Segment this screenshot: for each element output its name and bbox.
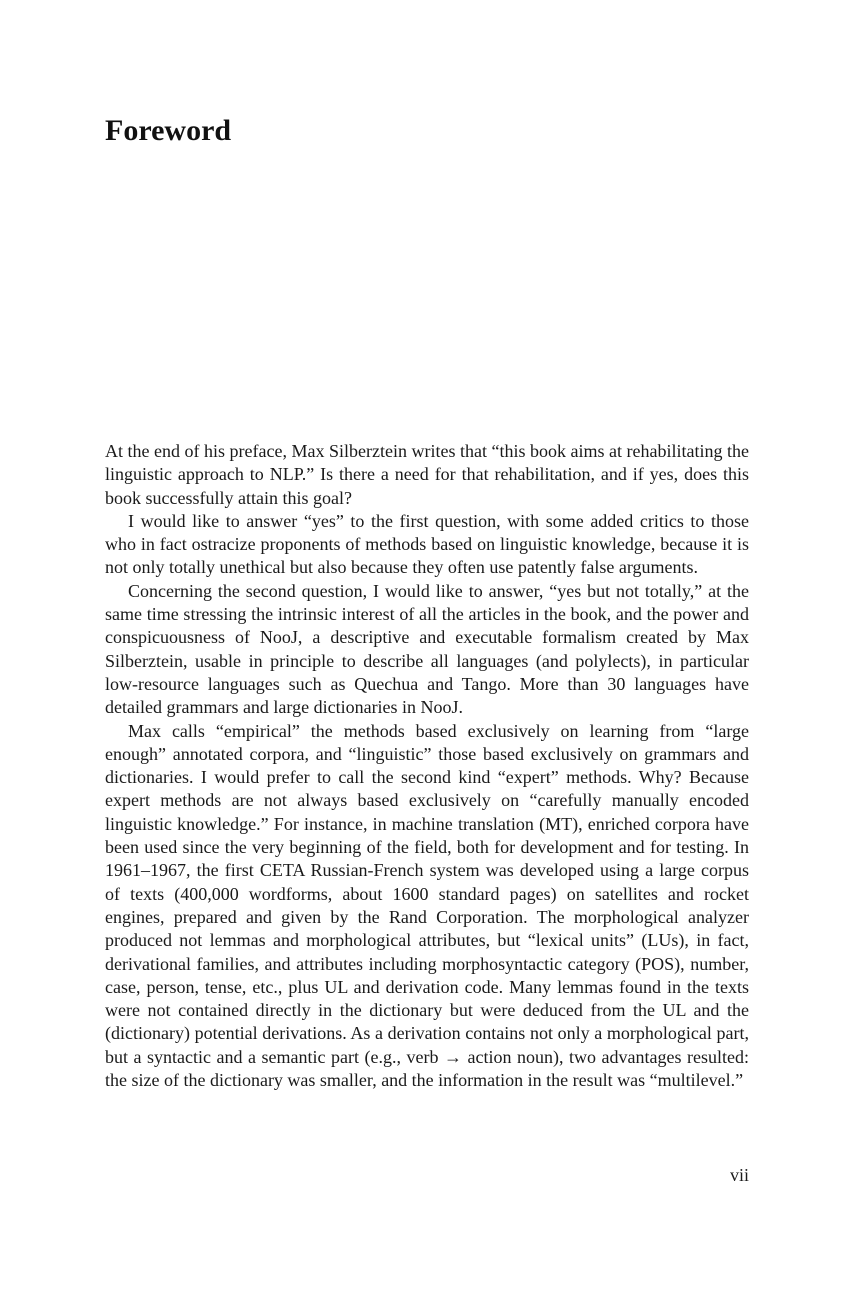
body-text xyxy=(105,440,749,1092)
paragraph-1: At the end of his preface, Max Silberztein writes that “this book aims at rehabilitating the linguistic approach to NLP.” Is there a need for that rehabilitation, and if yes, does this book successfully attain this goal? xyxy=(105,441,749,508)
paragraph-4: Max calls “empirical” the methods based exclusively on learning from “large enough” annotated corpora, and “linguistic” those based exclusively on grammars and dictionaries. I would prefer to call the second kind “expert” methods. Why? Because expert methods are not always based exclusively on “carefully manually encoded linguistic knowledge.” For instance, in machine translation (MT), enriched corpora have been used since the very beginning of the field, both for development and for testing. In 1961–1967, the first CETA Russian-French system was developed using a large corpus of texts (400,000 wordforms, about 1600 standard pages) on satellites and rocket engines, prepared and given by the Rand Corporation. The morphological analyzer produced not lemmas and morphological attributes, but “lexical units” (LUs), in fact, derivational families, and attributes including morphosyntactic category (POS), number, case, person, tense, etc., plus UL and derivation code. Many lemmas found in the texts were not contained directly in the dictionary but were deduced from the UL and the (dictionary) potential derivations. As a derivation contains not only a morphological part, but a syntactic and a semantic part (e.g., verb → action noun), two advantages resulted: the size of the dictionary was smaller, and the information in the result was “multilevel.” xyxy=(105,720,749,1091)
page-number: vii xyxy=(729,1165,749,1185)
chapter-title: Foreword xyxy=(105,114,232,147)
paragraph-3: Concerning the second question, I would like to answer, “yes but not totally,” at the same time stressing the intrinsic interest of all the articles in the book, and the power and conspicuousness of NooJ, a descriptive and executable formalism created by Max Silberztein, usable in principle to describe all languages (and polylects), in particular low-resource languages such as Quechua and Tango. More than 30 languages have detailed grammars and large dictionaries in NooJ. xyxy=(105,580,749,718)
paragraph-2: I would like to answer “yes” to the first question, with some added critics to those who in fact ostracize proponents of methods based on linguistic knowledge, because it is not only totally unethical but also because they often use patently false arguments. xyxy=(105,510,749,578)
